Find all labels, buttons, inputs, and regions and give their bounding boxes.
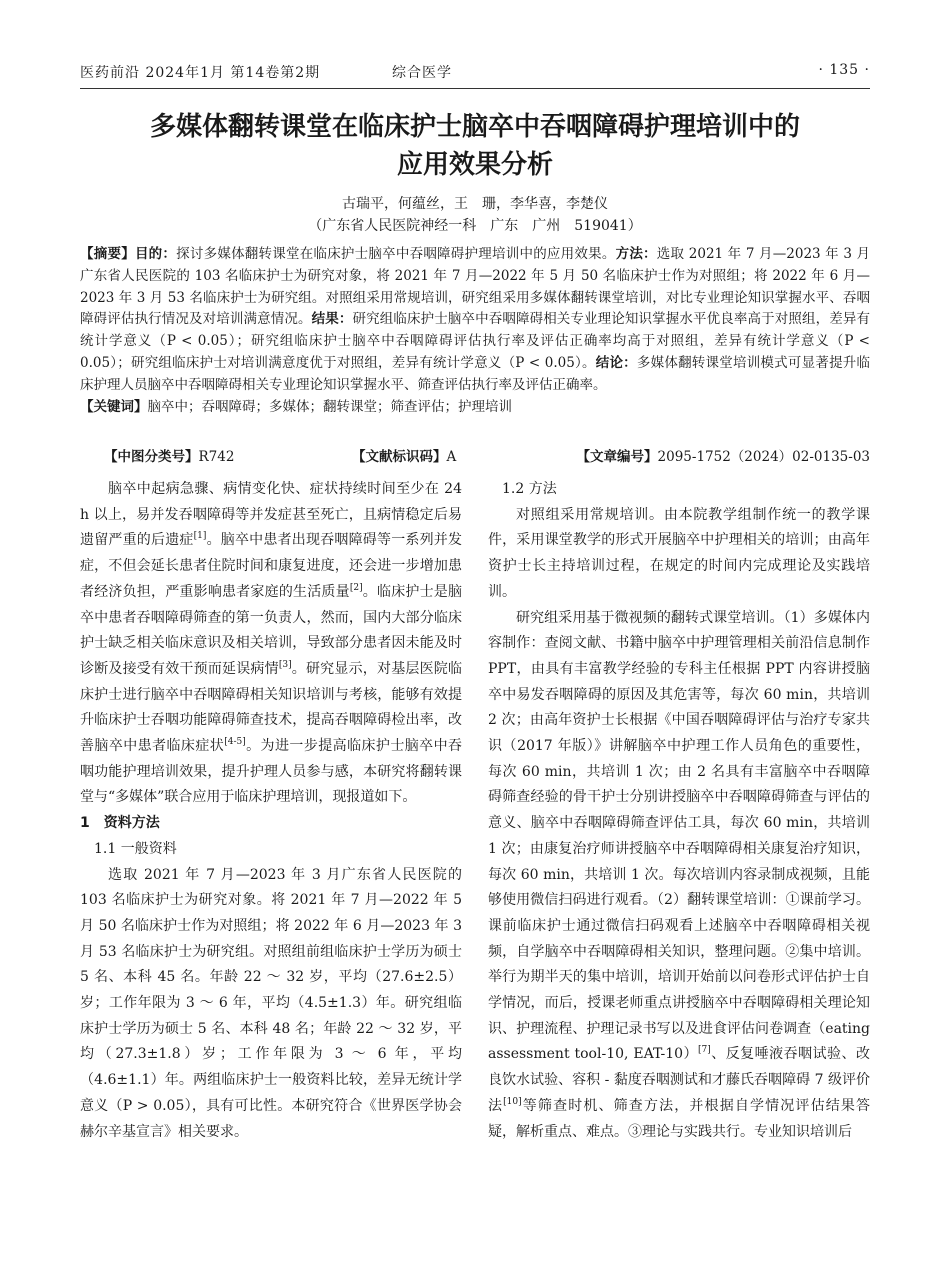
doc-code	[352, 445, 456, 465]
abstract-label: 【摘要】	[80, 246, 135, 262]
left-column	[80, 477, 462, 1145]
citation-3: [3]	[278, 659, 292, 670]
clc-value: R742	[198, 449, 235, 465]
title-line-2: 应用效果分析	[396, 150, 553, 180]
citation-10: [10]	[503, 1096, 522, 1107]
clc-code	[104, 445, 234, 465]
keywords-line	[80, 397, 870, 419]
intro-paragraph	[80, 477, 462, 811]
intro-text-2: 。脑卒中患者出现吞咽障碍等一系列并发症，不但会延长患者住院时间和康复进度，还会进一步增加患者经济负担，严重影响患者家庭的生活质量	[80, 532, 463, 600]
study-text-1: 研究组采用基于微视频的翻转式课堂培训。（1）多媒体内容制作：查阅文献、书籍中脑卒中护理管理相关前沿信息制作 PPT，由具有丰富教学经验的专科主任根据 PPT 内容讲授脑卒中易发吞咽障碍的原因及其危害等，每次 60 min，共培训 2 次；由高年资护士长根据《中国吞咽障碍评估与治疗专家共识（2017 年版）》讲解脑卒中护理工作人员角色的重要性，每次 60 min，共培训 1 次；由 2 名具有丰富脑卒中吞咽障碍筛查经验的骨干护士分别讲授脑卒中吞咽障碍筛查与评估的意义、脑卒中吞咽障碍筛查评估工具，每次 60 min，共培训 1 次；由康复治疗师讲授脑卒中吞咽障碍相关康复治疗知识，每次 60 min，共培训 1 次。每次培训内容录制成视频，且能够使用微信扫码进行观看。（2）翻转课堂培训：①课前学习。课前临床护士通过微信扫码观看上述脑卒中吞咽障碍相关视频，自学脑卒中吞咽障碍相关知识，整理问题。②集中培训。举行为期半天的集中培训，培训开始前以问卷形式评估护士自学情况，而后，授课老师重点讲授脑卒中吞咽障碍相关理论知识、护理流程、护理记录书写以及进食评估问卷调查（eating assessment tool-10, EAT-10）	[488, 609, 870, 1063]
title-line-1: 多媒体翻转课堂在临床护士脑卒中吞咽障碍护理培训中的	[149, 112, 800, 142]
citation-1: [1]	[193, 531, 207, 542]
right-column	[488, 477, 870, 1145]
intro-text-4: 。研究显示，对基层医院临床护士进行脑卒中吞咽障碍相关知识培训与考核，能够有效提升临床护士吞咽功能障碍筛查技术，提高吞咽障碍检出率，改善脑卒中患者临床症状	[80, 660, 463, 755]
subsection-heading-method: 1.2 方法	[502, 481, 557, 497]
classification-line	[80, 445, 870, 467]
method-label: 方法：	[615, 246, 657, 262]
abstract-block	[80, 244, 870, 418]
section-name: 综合医学	[392, 65, 452, 81]
intro-text-3: 。临床护士是脑卒中患者吞咽障碍筛查的第一负责人，然而，国内大部分临床护士缺乏相关临床意识及相关培训，导致部分患者因未能及时诊断及接受有效干预而延误病情	[80, 583, 463, 677]
doc-label: 【文献标识码】	[352, 449, 447, 465]
article-title	[80, 108, 870, 184]
subsection-heading-general: 1.1 一般资料	[94, 840, 177, 857]
affiliation: （广东省人民医院神经一科 广东 广州 519041）	[308, 218, 642, 234]
result-label: 结果：	[311, 311, 353, 328]
keywords-text: 脑卒中；吞咽障碍；多媒体；翻转课堂；筛查评估；护理培训	[147, 398, 512, 415]
method-text: 选取 2021 年 7 月—2023 年 3 月广东省人民医院的 103 名临床护士为研究对象，将 2021 年 7 月—2022 年 5 月 50 名临床护士作为对照组；将 2022 年 6 月—2023 年 3 月 53 名临床护士为研究组。对照组采用常规培训，研究组采用多媒体翻转课堂培训，对比专业理论知识掌握水平、吞咽障碍评估执行情况及对培训满意情况。	[80, 246, 871, 328]
citation-7: [7]	[698, 1045, 711, 1056]
citation-4-5: [4-5]	[224, 737, 246, 748]
doc-value: A	[446, 449, 457, 465]
article-number-label: 【文章编号】	[576, 449, 658, 465]
conclusion-text: 多媒体翻转课堂培训模式可显著提升临床护理人员脑卒中吞咽障碍相关专业理论知识掌握水平、筛查评估执行率及评估正确率。	[80, 354, 871, 393]
control-group-paragraph: 对照组采用常规培训。由本院教学组制作统一的教学课件，采用课堂教学的形式开展脑卒中护理相关的培训；由高年资护士长主持培训过程，在规定的时间内完成理论及实践培训。	[488, 506, 870, 600]
page-number: · 135 ·	[818, 62, 870, 78]
intro-text-1: 脑卒中起病急骤、病情变化快、症状持续时间至少在 24 h 以上，易并发吞咽障碍等并发症甚至死亡，且病情稳定后易遗留严重的后遗症	[80, 481, 462, 549]
article-number-value: 2095-1752（2024）02-0135-03	[657, 449, 870, 465]
general-info-paragraph: 选取 2021 年 7 月—2023 年 3 月广东省人民医院的 103 名临床护士为研究对象。将 2021 年 7 月—2022 年 5 月 50 名临床护士作为对照组；将 2022 年 6 月—2023 年 3 月 53 名临床护士为研究组。对照组前组临床护士学历为硕士 5 名、本科 45 名。年龄 22 ～ 32 岁，平均（27.6±2.5）岁；工作年限为 3 ～ 6 年，平均（4.5±1.3）年。研究组临床护士学历为硕士 5 名、本科 48 名；年龄 22 ～ 32 岁，平均（27.3±1.8）岁；工作年限为 3 ～ 6 年，平均（4.6±1.1）年。两组临床护士一般资料比较，差异无统计学意义（P > 0.05），具有可比性。本研究符合《世界医学协会赫尔辛基宣言》相关要求。	[80, 866, 462, 1140]
keywords-label: 【关键词】	[80, 398, 148, 415]
objective-label: 目的：	[134, 246, 177, 262]
study-group-paragraph	[488, 606, 870, 1146]
author-list: 古瑞平，何蕴丝，王 珊，李华喜，李楚仪	[342, 196, 608, 212]
conclusion-label: 结论：	[595, 354, 637, 371]
running-header	[80, 62, 870, 84]
abstract-text	[80, 244, 870, 397]
objective-text: 探讨多媒体翻转课堂在临床护士脑卒中吞咽障碍护理培训中的应用效果。	[176, 246, 616, 262]
result-text: 研究组临床护士脑卒中吞咽障碍相关专业理论知识掌握水平优良率高于对照组，差异有统计学意义（P < 0.05）；研究组临床护士脑卒中吞咽障碍评估执行率及评估正确率均高于对照组，差异有统计学意义（P < 0.05）；研究组临床护士对培训满意度优于对照组，差异有统计学意义（P < 0.05）。	[80, 311, 871, 371]
study-text-3: 等筛查时机、筛查方法，并根据自学情况评估结果答疑，解析重点、难点。③理论与实践共行。专业知识培训后	[488, 1097, 871, 1140]
citation-2: [2]	[349, 582, 363, 593]
study-text-2: 、反复唾液吞咽试验、改良饮水试验、容积 - 黏度吞咽测试和才藤氏吞咽障碍 7 级评价法	[488, 1046, 871, 1114]
header-divider	[80, 88, 870, 89]
clc-label: 【中图分类号】	[104, 449, 199, 465]
intro-text-5: 。为进一步提高临床护士脑卒中吞咽功能护理培训效果，提升护理人员参与感，本研究将翻转课堂与“多媒体”联合应用于临床护理培训，现报道如下。	[80, 738, 463, 806]
article-number	[577, 445, 870, 465]
section-heading-methods: 1 资料方法	[80, 815, 160, 832]
journal-info: 医药前沿 2024年1月 第14卷第2期	[80, 65, 321, 81]
